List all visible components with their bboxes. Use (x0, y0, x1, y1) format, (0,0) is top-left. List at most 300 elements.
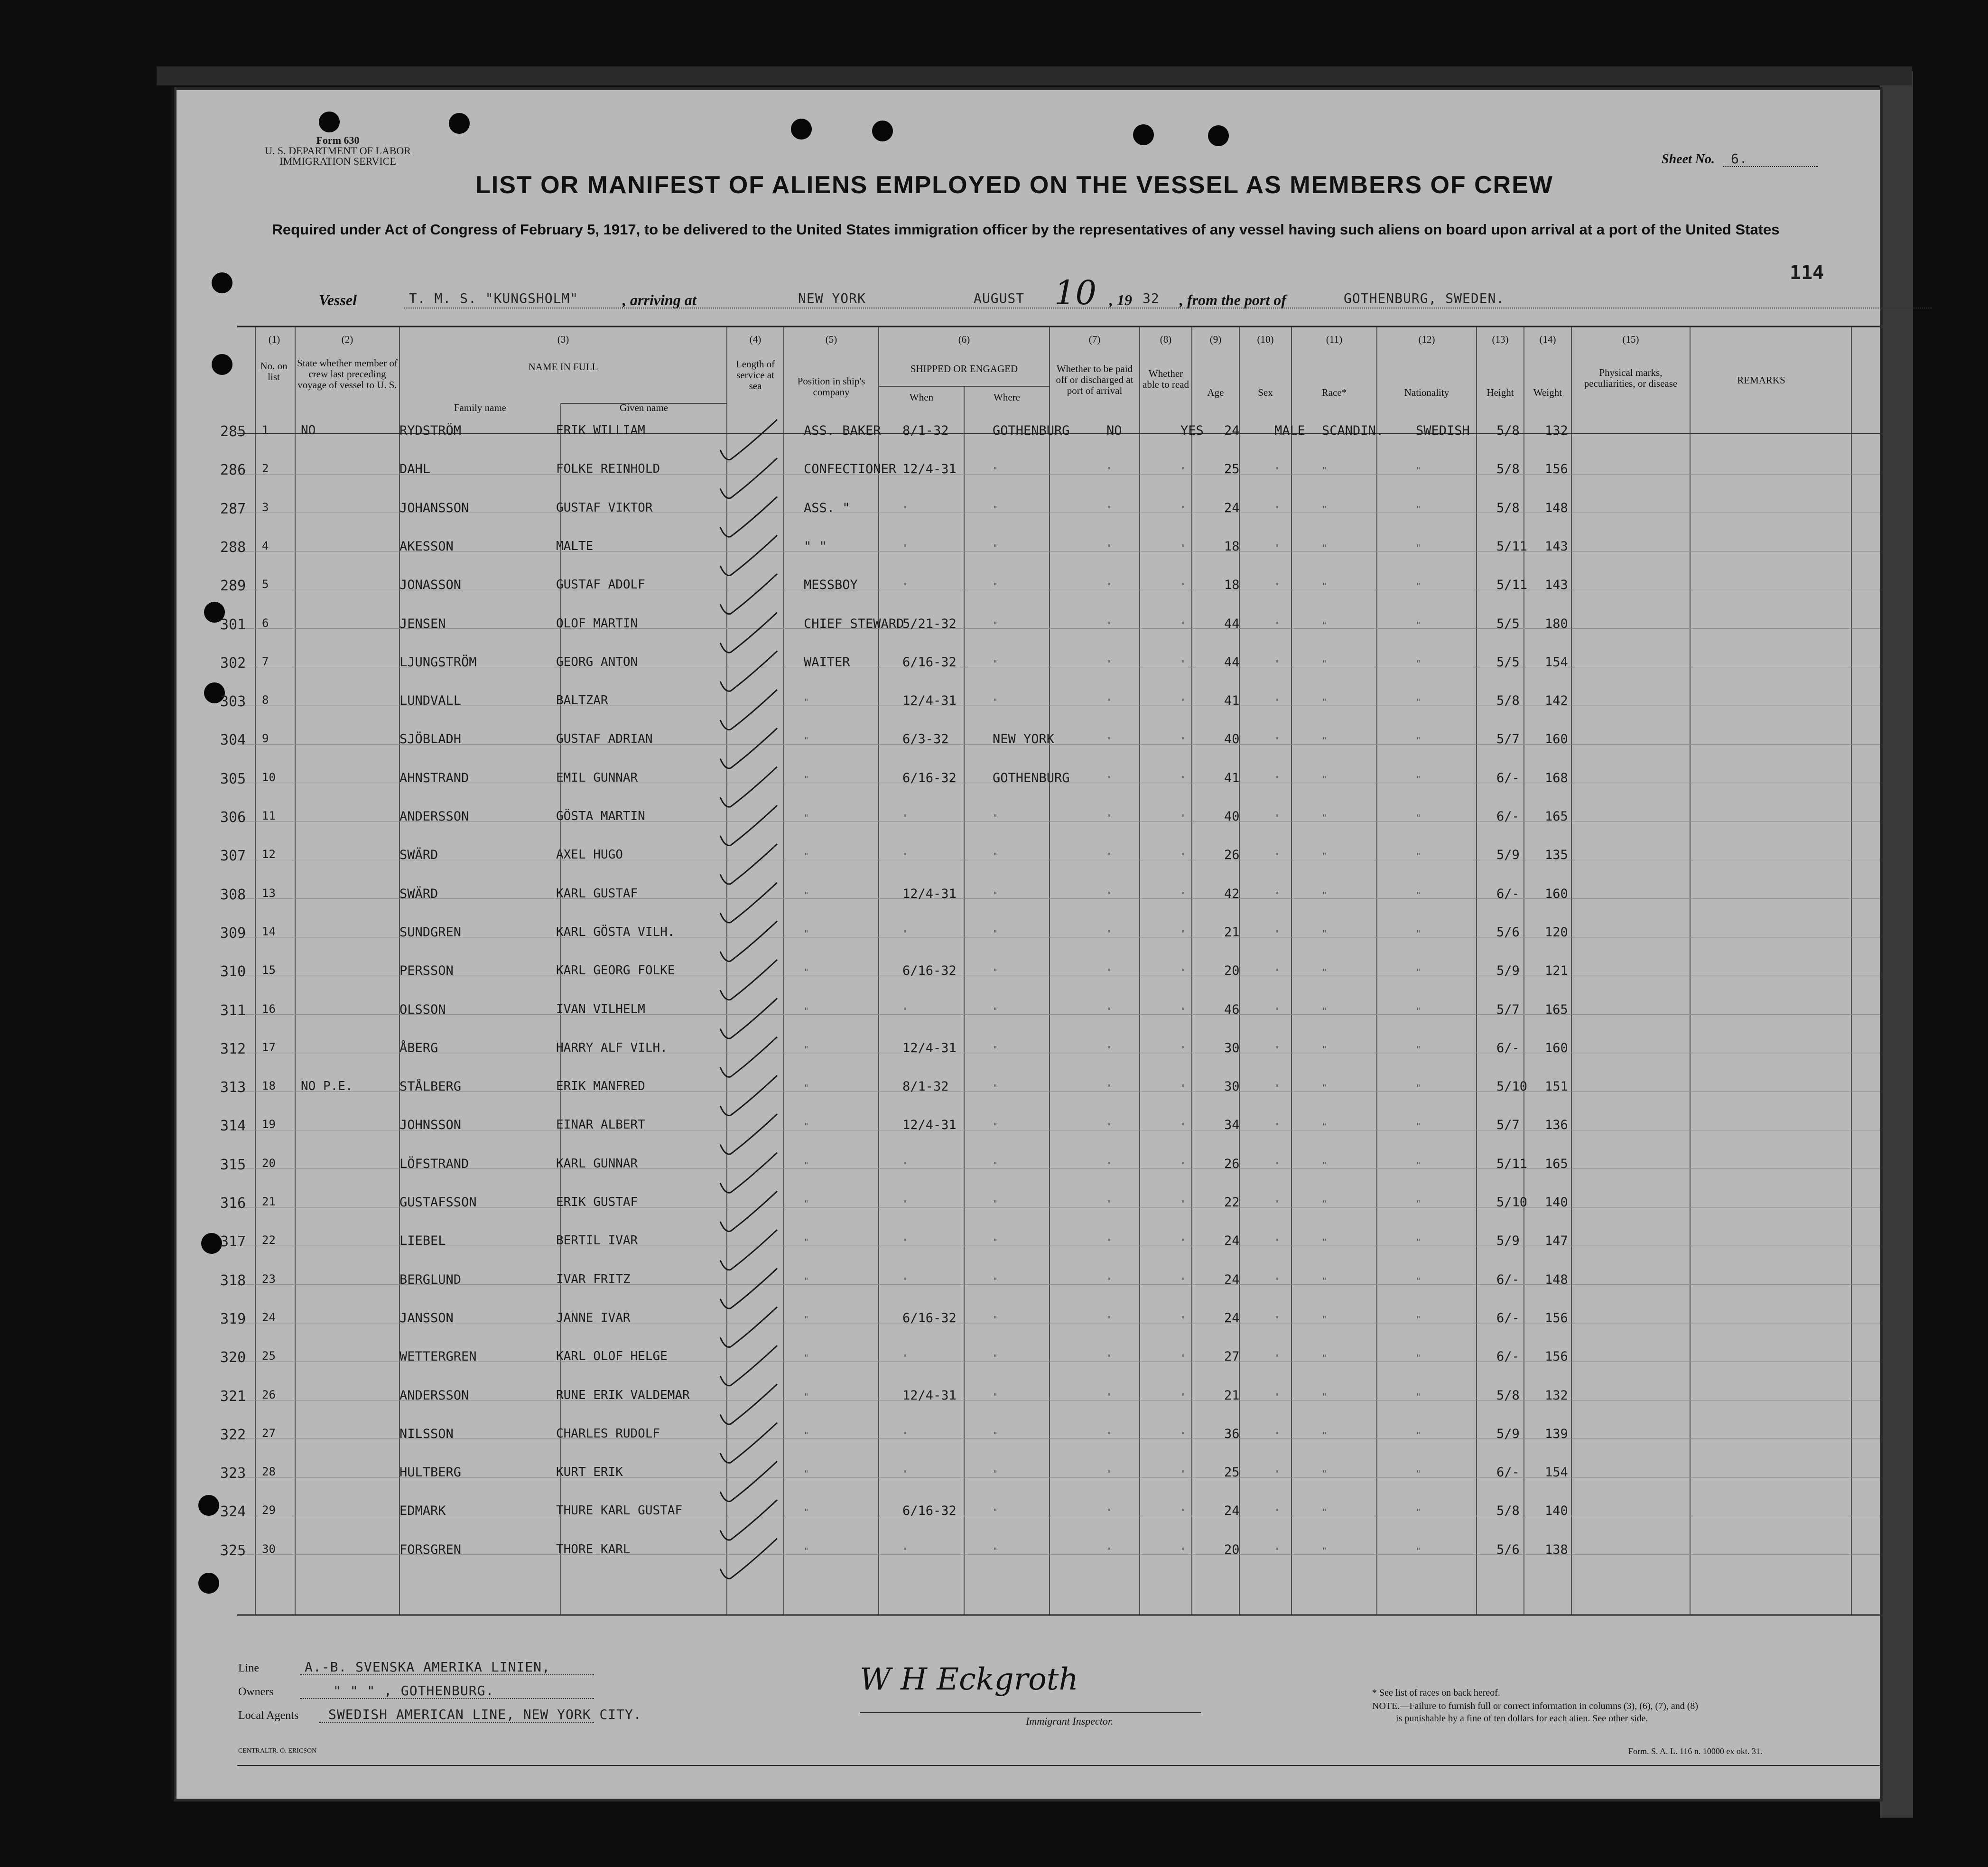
row-list-number: 23 (262, 1272, 276, 1286)
row-position: ASS. BAKER (804, 423, 881, 438)
row-weight: 143 (1545, 578, 1568, 593)
row-paid-off: " (1106, 1121, 1112, 1132)
row-nationality: " (1416, 1430, 1421, 1440)
row-paid-off: " (1106, 1276, 1112, 1286)
row-weight: 121 (1545, 963, 1568, 979)
row-given-name: BERTIL IVAR (556, 1233, 638, 1248)
from-label: , from the port of (1180, 291, 1286, 308)
row-shipped-when: " (902, 504, 908, 514)
col-10-num: (10) (1257, 334, 1274, 345)
row-race: " (1322, 697, 1327, 708)
col-13-num: (13) (1492, 334, 1509, 345)
row-height: 5/9 (1496, 1426, 1520, 1441)
row-nationality: " (1416, 542, 1421, 553)
row-given-name: GUSTAF ADRIAN (556, 732, 653, 747)
row-paid-off: " (1106, 697, 1112, 708)
row-sex: " (1274, 1469, 1280, 1479)
row-able-to-read: " (1180, 1430, 1186, 1440)
col-5-label: Position in ship's company (797, 375, 865, 398)
footer-rule-3 (319, 1722, 594, 1723)
row-height: 6/- (1496, 809, 1520, 824)
row-family-name: DAHL (399, 462, 431, 477)
service-check-mark (720, 574, 777, 614)
col-9-num: (9) (1209, 334, 1222, 345)
service-name: IMMIGRATION SERVICE (279, 155, 396, 167)
row-height: 5/7 (1496, 1002, 1520, 1017)
row-margin-number: 289 (220, 578, 246, 595)
row-margin-number: 306 (220, 809, 246, 826)
row-list-number: 12 (262, 848, 276, 861)
row-race: " (1322, 581, 1327, 592)
row-list-number: 13 (262, 886, 276, 900)
row-position: " (804, 813, 809, 823)
col-1-num: (1) (268, 334, 280, 345)
row-race: " (1322, 1237, 1327, 1248)
row-margin-number: 316 (220, 1195, 246, 1212)
row-given-name: EMIL GUNNAR (556, 770, 638, 785)
row-paid-off: " (1106, 736, 1112, 746)
row-list-number: 26 (262, 1388, 276, 1401)
row-sex: " (1274, 928, 1280, 939)
row-shipped-where: " (993, 1006, 998, 1016)
row-weight: 154 (1545, 1465, 1568, 1480)
row-race: " (1322, 658, 1327, 669)
row-weight: 143 (1545, 539, 1568, 554)
row-age: 24 (1224, 1233, 1240, 1249)
row-weight: 180 (1545, 616, 1568, 631)
row-weight: 139 (1545, 1426, 1568, 1441)
row-age: 18 (1224, 578, 1240, 593)
row-given-name: IVAR FRITZ (556, 1272, 631, 1287)
row-sex: " (1274, 1199, 1280, 1209)
col-3-given: Given name (619, 402, 669, 413)
row-age: 25 (1224, 1465, 1240, 1480)
row-age: 24 (1224, 1272, 1240, 1287)
row-shipped-where: " (993, 928, 998, 939)
row-race: " (1322, 851, 1327, 862)
vessel-name: T. M. S. "KUNGSHOLM" (409, 290, 579, 306)
row-family-name: SWÄRD (399, 848, 438, 863)
service-check-mark (720, 497, 777, 537)
row-family-name: LÖFSTRAND (399, 1156, 469, 1171)
row-family-name: ANDERSSON (399, 1388, 469, 1403)
row-nationality: " (1416, 1160, 1421, 1170)
from-port: GOTHENBURG, SWEDEN. (1344, 290, 1505, 306)
row-shipped-where: " (993, 1469, 998, 1479)
row-race: " (1322, 813, 1327, 823)
row-shipped-when: 8/1-32 (902, 423, 949, 438)
col-14-num: (14) (1539, 334, 1556, 345)
row-age: 24 (1224, 1310, 1240, 1326)
row-shipped-when: " (902, 1276, 908, 1286)
row-nationality: " (1416, 658, 1421, 669)
row-list-number: 20 (262, 1156, 276, 1170)
row-list-number: 30 (262, 1542, 276, 1556)
row-paid-off: " (1106, 542, 1112, 553)
local-agents-label: Local Agents (238, 1709, 299, 1722)
row-height: 5/6 (1496, 924, 1520, 940)
row-nationality: " (1416, 1276, 1421, 1286)
row-race: " (1322, 466, 1327, 476)
col-3-family: Family name (454, 402, 507, 413)
row-nationality: " (1416, 890, 1421, 900)
row-nationality: " (1416, 1006, 1421, 1016)
row-given-name: GUSTAF ADOLF (556, 578, 645, 592)
row-margin-number: 313 (220, 1079, 246, 1096)
col-7-label: Whether to be paid off or discharged at port of arrival (1056, 363, 1133, 396)
row-sex: " (1274, 504, 1280, 514)
row-position: WAITER (804, 654, 850, 670)
row-height: 5/8 (1496, 500, 1520, 515)
row-weight: 140 (1545, 1195, 1568, 1210)
service-check-mark (720, 1153, 777, 1193)
row-paid-off: " (1106, 1507, 1112, 1518)
row-weight: 168 (1545, 770, 1568, 785)
row-race: " (1322, 1391, 1327, 1402)
row-nationality: " (1416, 1469, 1421, 1479)
row-family-name: AHNSTRAND (399, 770, 469, 785)
row-weight: 165 (1545, 1002, 1568, 1017)
row-age: 44 (1224, 616, 1240, 631)
row-height: 5/5 (1496, 654, 1520, 670)
row-shipped-where: " (993, 890, 998, 900)
row-race: SCANDIN. (1322, 423, 1384, 438)
row-given-name: CHARLES RUDOLF (556, 1426, 660, 1441)
row-able-to-read: " (1180, 1237, 1186, 1248)
row-shipped-where: " (993, 1237, 998, 1248)
row-margin-number: 325 (220, 1542, 246, 1559)
row-position: " (804, 851, 809, 862)
row-weight: 160 (1545, 886, 1568, 901)
row-shipped-when: " (902, 542, 908, 553)
row-given-name: THORE KARL (556, 1542, 631, 1557)
row-able-to-read: " (1180, 504, 1186, 514)
row-weight: 156 (1545, 1349, 1568, 1364)
row-list-number: 18 (262, 1079, 276, 1093)
row-able-to-read: " (1180, 466, 1186, 476)
row-nationality: " (1416, 620, 1421, 630)
row-able-to-read: " (1180, 1469, 1186, 1479)
row-race: " (1322, 1546, 1327, 1556)
row-margin-number: 305 (220, 770, 246, 787)
row-sex: " (1274, 1083, 1280, 1093)
row-list-number: 17 (262, 1040, 276, 1054)
row-margin-number: 318 (220, 1272, 246, 1289)
row-family-name: BERGLUND (399, 1272, 462, 1287)
row-able-to-read: " (1180, 697, 1186, 708)
row-height: 5/8 (1496, 423, 1520, 438)
row-margin-number: 311 (220, 1002, 246, 1019)
row-shipped-where: " (993, 1353, 998, 1363)
row-paid-off: NO (1106, 423, 1122, 438)
row-given-name: GÖSTA MARTIN (556, 809, 645, 823)
row-height: 5/8 (1496, 462, 1520, 477)
row-sex: " (1274, 813, 1280, 823)
row-paid-off: " (1106, 967, 1112, 978)
row-given-name: KARL GEORG FOLKE (556, 963, 675, 978)
col-2-label: State whether member of crew last preceding voyage of vessel to U. S. (297, 357, 398, 391)
row-family-name: SJÖBLADH (399, 732, 462, 747)
row-height: 5/6 (1496, 1542, 1520, 1557)
row-shipped-when: " (902, 1430, 908, 1440)
service-check-mark (720, 420, 777, 460)
department-name: U. S. DEPARTMENT OF LABOR (265, 145, 411, 157)
manifest-sheet (177, 90, 1880, 1799)
col-6-label: SHIPPED OR ENGAGED (910, 363, 1018, 374)
row-sex: MALE (1274, 423, 1306, 438)
row-shipped-when: " (902, 851, 908, 862)
row-nationality: " (1416, 851, 1421, 862)
row-list-number: 3 (262, 500, 269, 514)
row-list-number: 9 (262, 732, 269, 746)
row-race: " (1322, 1044, 1327, 1055)
service-check-mark (720, 960, 777, 1000)
row-paid-off: " (1106, 581, 1112, 592)
local-agents-value: SWEDISH AMERICAN LINE, NEW YORK CITY. (328, 1707, 642, 1722)
row-weight: 147 (1545, 1233, 1568, 1249)
row-position: " (804, 1121, 809, 1132)
owners-label: Owners (238, 1686, 274, 1698)
row-weight: 160 (1545, 732, 1568, 747)
row-sex: " (1274, 890, 1280, 900)
row-height: 5/10 (1496, 1195, 1528, 1210)
row-list-number: 22 (262, 1233, 276, 1247)
row-height: 6/- (1496, 1465, 1520, 1480)
row-given-name: GUSTAF VIKTOR (556, 500, 653, 515)
row-nationality: " (1416, 697, 1421, 708)
row-sex: " (1274, 1391, 1280, 1402)
row-shipped-where: " (993, 658, 998, 669)
row-nationality: " (1416, 967, 1421, 978)
row-race: " (1322, 967, 1327, 978)
row-height: 5/9 (1496, 963, 1520, 979)
service-check-mark (720, 844, 777, 884)
row-shipped-when: " (902, 928, 908, 939)
col-remarks-label: REMARKS (1737, 374, 1785, 386)
row-sex: " (1274, 658, 1280, 669)
col-4-label: Length of service at sea (735, 358, 775, 392)
row-nationality: " (1416, 581, 1421, 592)
row-weight: 156 (1545, 462, 1568, 477)
row-height: 6/- (1496, 1272, 1520, 1287)
row-given-name: FOLKE REINHOLD (556, 462, 660, 476)
row-weight: 132 (1545, 423, 1568, 438)
row-shipped-when: 12/4-31 (902, 1040, 957, 1055)
row-position: " (804, 1546, 809, 1556)
row-family-name: SWÄRD (399, 886, 438, 901)
row-height: 5/5 (1496, 616, 1520, 631)
row-margin-number: 320 (220, 1349, 246, 1366)
row-shipped-where: NEW YORK (993, 732, 1055, 747)
row-paid-off: " (1106, 1353, 1112, 1363)
row-able-to-read: " (1180, 813, 1186, 823)
row-given-name: THURE KARL GUSTAF (556, 1503, 683, 1518)
row-given-name: ERIK MANFRED (556, 1079, 645, 1094)
row-height: 6/- (1496, 1349, 1520, 1364)
row-shipped-where: " (993, 1546, 998, 1556)
row-shipped-where: " (993, 1044, 998, 1055)
row-able-to-read: " (1180, 1353, 1186, 1363)
row-height: 6/- (1496, 1310, 1520, 1326)
arriving-label: , arriving at (622, 291, 697, 308)
row-margin-number: 317 (220, 1233, 246, 1251)
row-race: " (1322, 1121, 1327, 1132)
row-race: " (1322, 1160, 1327, 1170)
row-family-name: LUNDVALL (399, 693, 462, 709)
row-weight: 132 (1545, 1388, 1568, 1403)
row-given-name: KARL OLOF HELGE (556, 1349, 668, 1364)
service-check-mark (720, 458, 777, 498)
row-family-name: RYDSTRÖM (399, 423, 462, 438)
printer-imprint: CENTRALTR. O. ERICSON (238, 1747, 317, 1755)
col-13-label: Height (1486, 387, 1514, 398)
row-shipped-when: 6/16-32 (902, 654, 957, 670)
row-shipped-where: " (993, 542, 998, 553)
row-weight: 136 (1545, 1118, 1568, 1133)
row-margin-number: 287 (220, 500, 246, 517)
row-margin-number: 323 (220, 1465, 246, 1482)
page-subtitle: Required under Act of Congress of February 5, 1917, to be delivered to the United States immigration officer by the representatives of any vessel having such aliens on board upon arrival at a port of the United States (272, 221, 1780, 238)
row-position: " " (804, 539, 827, 554)
row-given-name: IVAN VILHELM (556, 1002, 645, 1017)
row-shipped-where: " (993, 581, 998, 592)
col-6-where: Where (994, 392, 1020, 403)
service-check-mark (720, 1384, 777, 1425)
row-sex: " (1274, 1044, 1280, 1055)
row-able-to-read: " (1180, 1083, 1186, 1093)
row-race: " (1322, 1507, 1327, 1518)
row-able-to-read: " (1180, 774, 1186, 784)
row-family-name: ANDERSSON (399, 809, 469, 824)
row-age: 46 (1224, 1002, 1240, 1017)
row-given-name: EINAR ALBERT (556, 1118, 645, 1132)
row-paid-off: " (1106, 1469, 1112, 1479)
row-race: " (1322, 1083, 1327, 1093)
row-shipped-when: 6/16-32 (902, 963, 957, 979)
row-able-to-read: " (1180, 658, 1186, 669)
row-sex: " (1274, 851, 1280, 862)
col-2-num: (2) (341, 334, 353, 345)
row-sex: " (1274, 967, 1280, 978)
row-age: 41 (1224, 770, 1240, 785)
row-race: " (1322, 928, 1327, 939)
row-shipped-when: " (902, 1353, 908, 1363)
row-able-to-read: " (1180, 851, 1186, 862)
row-paid-off: " (1106, 813, 1112, 823)
row-race: " (1322, 1276, 1327, 1286)
service-check-mark (720, 805, 777, 846)
row-shipped-when: 5/21-32 (902, 616, 957, 631)
row-age: 34 (1224, 1118, 1240, 1133)
row-height: 5/8 (1496, 693, 1520, 709)
row-family-name: GUSTAFSSON (399, 1195, 477, 1210)
row-paid-off: " (1106, 1430, 1112, 1440)
row-given-name: JANNE IVAR (556, 1310, 631, 1325)
col-3-num: (3) (557, 334, 569, 345)
row-shipped-where: GOTHENBURG (993, 770, 1070, 785)
row-list-number: 25 (262, 1349, 276, 1363)
col-14-label: Weight (1533, 387, 1562, 398)
col-12-label: Nationality (1404, 387, 1449, 398)
row-given-name: KARL GUSTAF (556, 886, 638, 901)
col-5-num: (5) (825, 334, 837, 345)
row-able-to-read: " (1180, 1006, 1186, 1016)
row-age: 20 (1224, 963, 1240, 979)
row-shipped-where: GOTHENBURG (993, 423, 1070, 438)
row-nationality: SWEDISH (1416, 423, 1470, 438)
row-shipped-when: 12/4-31 (902, 462, 957, 477)
row-sex: " (1274, 1121, 1280, 1132)
col-4-num: (4) (749, 334, 762, 345)
row-race: " (1322, 504, 1327, 514)
row-shipped-where: " (993, 967, 998, 978)
row-age: 26 (1224, 1156, 1240, 1171)
row-height: 5/8 (1496, 1503, 1520, 1519)
row-race: " (1322, 542, 1327, 553)
row-nationality: " (1416, 1507, 1421, 1518)
col-11-num: (11) (1326, 334, 1343, 345)
service-check-mark (720, 1037, 777, 1077)
row-shipped-where: " (993, 1276, 998, 1286)
races-note: * See list of races on back hereof. (1372, 1688, 1500, 1698)
row-shipped-when: " (902, 1237, 908, 1248)
row-family-name: PERSSON (399, 963, 454, 979)
row-margin-number: 304 (220, 732, 246, 749)
service-check-mark (720, 1114, 777, 1154)
row-age: 27 (1224, 1349, 1240, 1364)
row-list-number: 19 (262, 1118, 276, 1131)
row-weight: 148 (1545, 500, 1568, 515)
row-able-to-read: " (1180, 928, 1186, 939)
row-sex: " (1274, 1006, 1280, 1016)
penalty-note-1: NOTE.—Failure to furnish full or correct information in columns (3), (6), (7), and (8) (1372, 1701, 1699, 1711)
row-weight: 120 (1545, 924, 1568, 940)
service-check-mark (720, 1345, 777, 1386)
row-race: " (1322, 1314, 1327, 1325)
service-check-mark (720, 1539, 777, 1579)
row-shipped-where: " (993, 1507, 998, 1518)
row-position: ASS. " (804, 500, 850, 515)
row-weight: 142 (1545, 693, 1568, 709)
row-position: " (804, 890, 809, 900)
row-position: " (804, 1430, 809, 1440)
row-nationality: " (1416, 1083, 1421, 1093)
row-margin-number: 288 (220, 539, 246, 556)
row-age: 26 (1224, 848, 1240, 863)
row-family-name: STÅLBERG (399, 1079, 462, 1094)
row-sex: " (1274, 1160, 1280, 1170)
row-margin-number: 309 (220, 924, 246, 942)
row-race: " (1322, 774, 1327, 784)
row-paid-off: " (1106, 1044, 1112, 1055)
row-shipped-when: " (902, 1160, 908, 1170)
service-check-mark (720, 1230, 777, 1270)
row-position: " (804, 1507, 809, 1518)
row-list-number: 6 (262, 616, 269, 630)
col-8-label: Whether able to read (1143, 368, 1189, 390)
row-shipped-where: " (993, 813, 998, 823)
row-race: " (1322, 1199, 1327, 1209)
paper-edge-top (157, 66, 1912, 85)
row-position: " (804, 697, 809, 708)
row-list-number: 10 (262, 770, 276, 784)
row-margin-number: 321 (220, 1388, 246, 1405)
footer-rule-2 (300, 1698, 594, 1699)
row-able-to-read: " (1180, 1160, 1186, 1170)
col-6-num: (6) (958, 334, 970, 345)
row-list-number: 14 (262, 924, 276, 938)
row-family-name: ÅBERG (399, 1040, 438, 1055)
